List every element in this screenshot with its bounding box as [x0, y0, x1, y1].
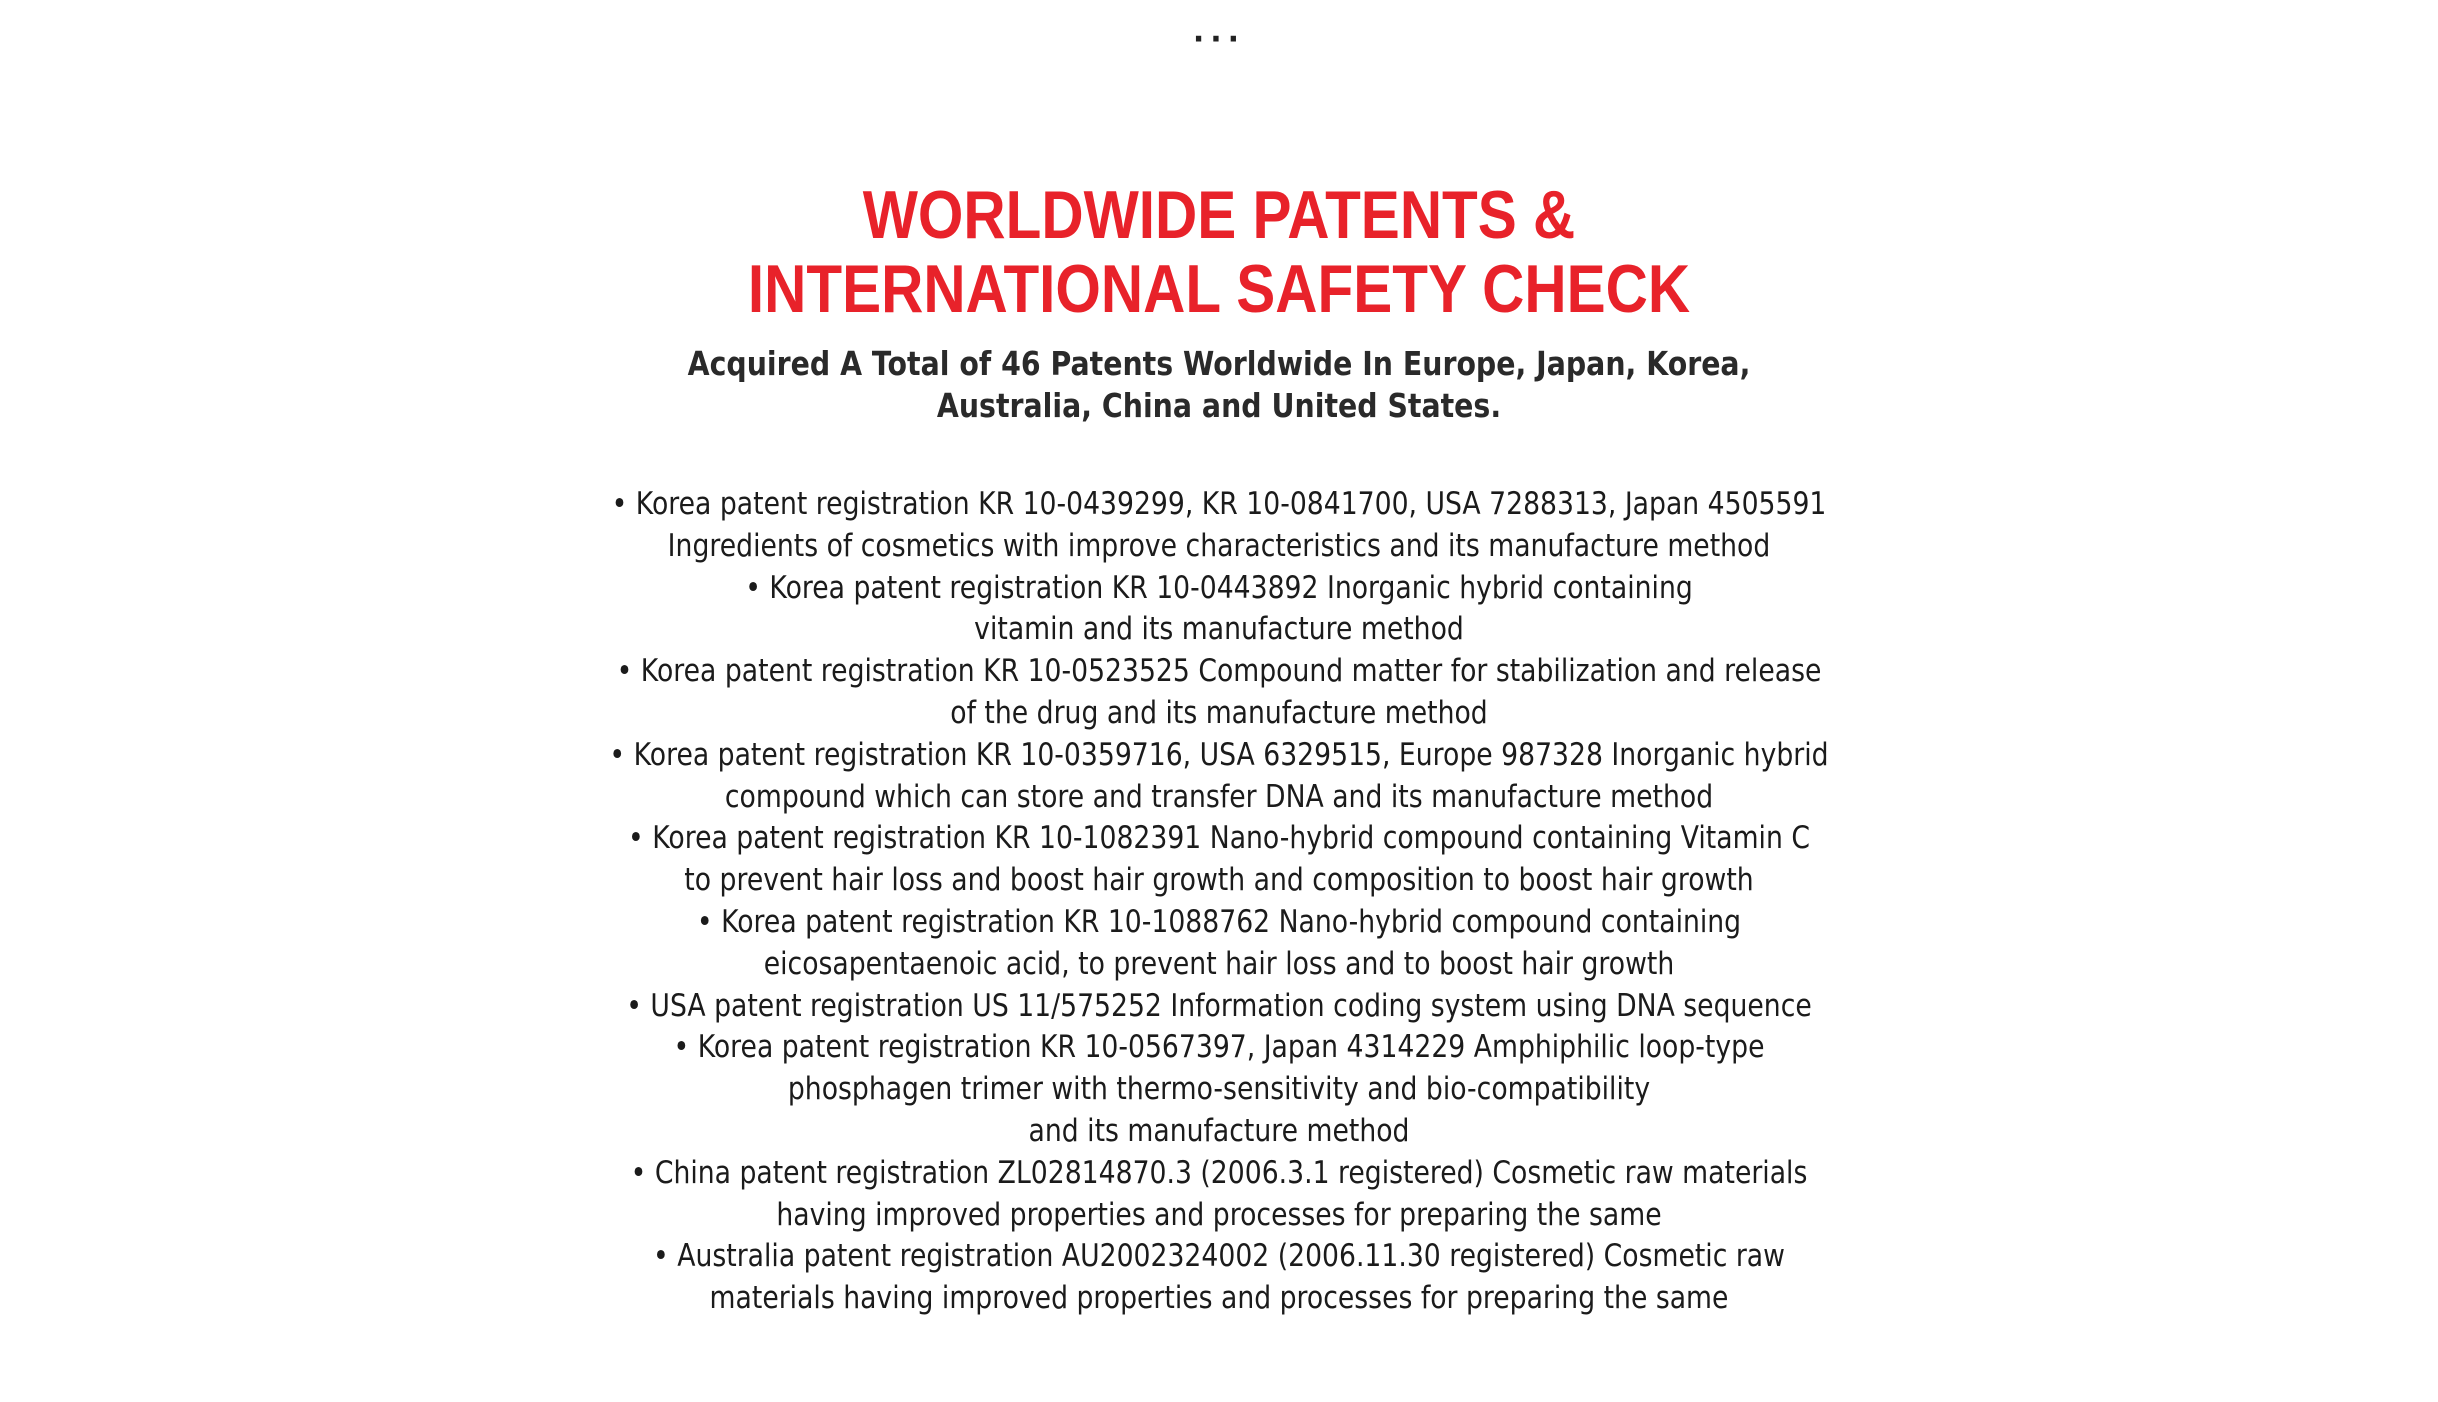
patent-line: • Korea patent registration KR 10-0439299, KR 10-0841700, USA 7288313, Japan 4505591: [611, 486, 1827, 522]
patent-list: [171, 484, 2268, 1320]
patent-line: • Australia patent registration AU2002324002 (2006.11.30 registered) Cosmetic raw: [653, 1238, 1785, 1275]
patent-line: • Korea patent registration KR 10-1082391 Nano-hybrid compound containing Vitamin C: [628, 820, 1810, 857]
patent-line: • China patent registration ZL02814870.3 (2006.3.1 registered) Cosmetic raw materials: [630, 1154, 1808, 1191]
list-item: [171, 568, 2268, 652]
patent-line: • Korea patent registration KR 10-0443892 Inorganic hybrid containing: [745, 569, 1693, 606]
patent-line: vitamin and its manufacture method: [974, 611, 1464, 648]
subtitle-line: Acquired A Total of 46 Patents Worldwide In Europe, Japan, Korea,: [687, 344, 1751, 383]
patent-line: phosphagen trimer with thermo-sensitivity and bio-compatibility: [787, 1071, 1651, 1108]
patent-line: • Korea patent registration KR 10-1088762 Nano-hybrid compound containing: [696, 903, 1742, 940]
patent-line: eicosapentaenoic acid, to prevent hair loss and to boost hair growth: [763, 945, 1675, 982]
list-item: [171, 735, 2268, 819]
list-item: [171, 986, 2268, 1028]
more-options-icon[interactable]: ···: [1192, 22, 1246, 57]
patent-line: • USA patent registration US 11/575252 Information coding system using DNA sequence: [626, 987, 1812, 1024]
patent-line: Ingredients of cosmetics with improve characteristics and its manufacture method: [667, 527, 1771, 564]
page-title: [171, 178, 2268, 326]
patent-line: materials having improved properties and processes for preparing the same: [709, 1280, 1729, 1317]
list-item: [171, 1236, 2268, 1320]
list-item: [171, 818, 2268, 902]
patent-line: having improved properties and processes for preparing the same: [776, 1196, 1662, 1233]
list-item: [171, 1153, 2268, 1237]
patent-line: of the drug and its manufacture method: [950, 694, 1488, 731]
list-item: [171, 484, 2268, 568]
list-item: [171, 651, 2268, 735]
page-subtitle: [171, 343, 2268, 427]
patent-line: and its manufacture method: [1028, 1112, 1410, 1149]
patent-line: to prevent hair loss and boost hair growth and composition to boost hair growth: [684, 862, 1754, 899]
patent-line: • Korea patent registration KR 10-0359716, USA 6329515, Europe 987328 Inorganic hybrid: [609, 736, 1829, 773]
patent-line: • Korea patent registration KR 10-0567397, Japan 4314229 Amphiphilic loop-type: [673, 1029, 1765, 1066]
list-item: [171, 902, 2268, 986]
subtitle-line: Australia, China and United States.: [936, 386, 1502, 425]
list-item: [171, 1027, 2268, 1152]
patent-line: • Korea patent registration KR 10-0523525 Compound matter for stabilization and release: [616, 653, 1822, 690]
title-line: WORLDWIDE PATENTS &: [862, 177, 1576, 253]
patent-line: compound which can store and transfer DNA and its manufacture method: [724, 778, 1714, 815]
title-line: INTERNATIONAL SAFETY CHECK: [747, 251, 1691, 327]
